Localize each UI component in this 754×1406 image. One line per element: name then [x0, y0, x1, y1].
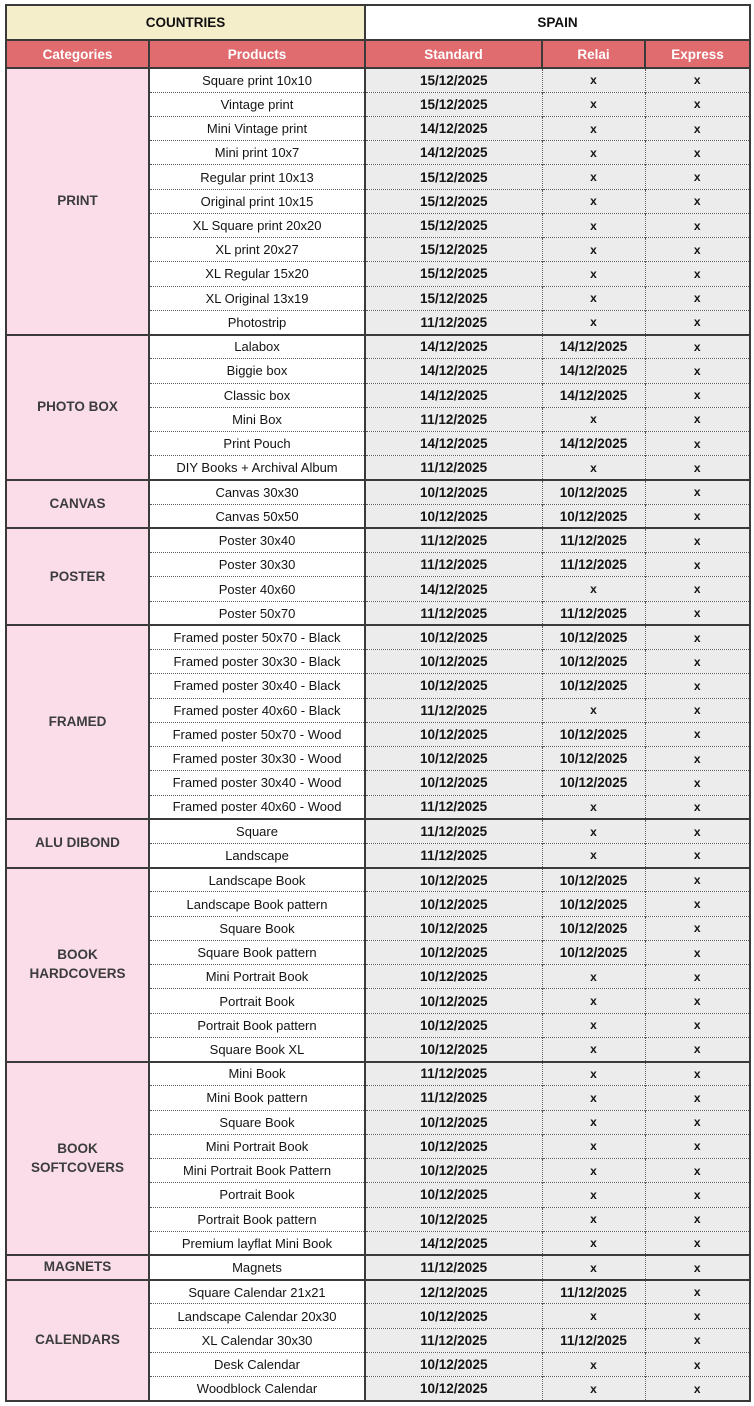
col-header-relai: Relai — [542, 40, 645, 68]
relai-cell: x — [542, 1086, 645, 1110]
relai-cell: x — [542, 1013, 645, 1037]
express-cell: x — [645, 1134, 750, 1158]
relai-cell: 14/12/2025 — [542, 335, 645, 359]
product-cell: Poster 30x30 — [149, 553, 365, 577]
express-cell: x — [645, 1110, 750, 1134]
express-cell: x — [645, 528, 750, 552]
express-cell: x — [645, 359, 750, 383]
product-cell: Mini Box — [149, 407, 365, 431]
product-cell: Landscape Calendar 20x30 — [149, 1304, 365, 1328]
express-cell: x — [645, 577, 750, 601]
product-cell: Framed poster 30x30 - Wood — [149, 747, 365, 771]
relai-cell: x — [542, 189, 645, 213]
product-cell: Mini Portrait Book — [149, 965, 365, 989]
relai-cell: x — [542, 1062, 645, 1086]
relai-cell: x — [542, 965, 645, 989]
table-row — [6, 528, 750, 552]
relai-cell: 10/12/2025 — [542, 892, 645, 916]
express-cell: x — [645, 965, 750, 989]
express-cell: x — [645, 1304, 750, 1328]
relai-cell: 10/12/2025 — [542, 625, 645, 649]
express-cell: x — [645, 310, 750, 334]
product-cell: Landscape Book pattern — [149, 892, 365, 916]
express-cell: x — [645, 819, 750, 843]
standard-cell: 10/12/2025 — [365, 1037, 542, 1061]
product-cell: Poster 40x60 — [149, 577, 365, 601]
standard-cell: 10/12/2025 — [365, 868, 542, 892]
express-cell: x — [645, 116, 750, 140]
standard-cell: 14/12/2025 — [365, 141, 542, 165]
express-cell: x — [645, 262, 750, 286]
standard-cell: 10/12/2025 — [365, 625, 542, 649]
standard-cell: 10/12/2025 — [365, 1183, 542, 1207]
category-cell: ALU DIBOND — [6, 819, 149, 867]
product-cell: Portrait Book pattern — [149, 1207, 365, 1231]
express-cell: x — [645, 1207, 750, 1231]
express-cell: x — [645, 1280, 750, 1304]
standard-cell: 11/12/2025 — [365, 1328, 542, 1352]
relai-cell: x — [542, 795, 645, 819]
col-header-standard: Standard — [365, 40, 542, 68]
category-cell: MAGNETS — [6, 1255, 149, 1279]
relai-cell: x — [542, 1159, 645, 1183]
product-cell: Square Book XL — [149, 1037, 365, 1061]
standard-cell: 11/12/2025 — [365, 1062, 542, 1086]
standard-cell: 15/12/2025 — [365, 213, 542, 237]
category-cell: BOOK HARDCOVERS — [6, 868, 149, 1062]
product-cell: Square Book — [149, 1110, 365, 1134]
product-cell: Landscape Book — [149, 868, 365, 892]
standard-cell: 10/12/2025 — [365, 1377, 542, 1401]
standard-cell: 10/12/2025 — [365, 504, 542, 528]
express-cell: x — [645, 1062, 750, 1086]
table-row — [6, 1255, 750, 1279]
shipping-deadlines-table — [5, 4, 751, 1402]
express-cell: x — [645, 1352, 750, 1376]
standard-cell: 10/12/2025 — [365, 1304, 542, 1328]
relai-cell: x — [542, 68, 645, 92]
express-cell: x — [645, 1377, 750, 1401]
product-cell: Premium layflat Mini Book — [149, 1231, 365, 1255]
table-body — [6, 68, 750, 1401]
column-header-row — [6, 40, 750, 68]
product-cell: Mini Vintage print — [149, 116, 365, 140]
product-cell: Framed poster 30x40 - Wood — [149, 771, 365, 795]
col-header-products: Products — [149, 40, 365, 68]
relai-cell: 10/12/2025 — [542, 480, 645, 504]
relai-cell: x — [542, 141, 645, 165]
standard-cell: 15/12/2025 — [365, 68, 542, 92]
relai-cell: 14/12/2025 — [542, 383, 645, 407]
relai-cell: x — [542, 286, 645, 310]
express-cell: x — [645, 286, 750, 310]
col-header-categories: Categories — [6, 40, 149, 68]
express-cell: x — [645, 771, 750, 795]
standard-cell: 14/12/2025 — [365, 432, 542, 456]
product-cell: Framed poster 50x70 - Black — [149, 625, 365, 649]
standard-cell: 14/12/2025 — [365, 335, 542, 359]
express-cell: x — [645, 189, 750, 213]
express-cell: x — [645, 1183, 750, 1207]
product-cell: Poster 50x70 — [149, 601, 365, 625]
standard-cell: 10/12/2025 — [365, 965, 542, 989]
relai-cell: x — [542, 165, 645, 189]
standard-cell: 11/12/2025 — [365, 1086, 542, 1110]
relai-cell: x — [542, 213, 645, 237]
standard-cell: 10/12/2025 — [365, 771, 542, 795]
product-cell: Classic box — [149, 383, 365, 407]
express-cell: x — [645, 407, 750, 431]
express-cell: x — [645, 892, 750, 916]
standard-cell: 15/12/2025 — [365, 92, 542, 116]
standard-cell: 11/12/2025 — [365, 698, 542, 722]
table-row — [6, 1280, 750, 1304]
relai-cell: 10/12/2025 — [542, 504, 645, 528]
express-cell: x — [645, 674, 750, 698]
relai-cell: x — [542, 844, 645, 868]
product-cell: Framed poster 30x30 - Black — [149, 650, 365, 674]
express-cell: x — [645, 625, 750, 649]
standard-cell: 11/12/2025 — [365, 601, 542, 625]
relai-cell: x — [542, 1207, 645, 1231]
product-cell: Framed poster 50x70 - Wood — [149, 722, 365, 746]
relai-cell: 10/12/2025 — [542, 916, 645, 940]
relai-cell: 14/12/2025 — [542, 359, 645, 383]
product-cell: Framed poster 40x60 - Wood — [149, 795, 365, 819]
express-cell: x — [645, 747, 750, 771]
relai-cell: 10/12/2025 — [542, 747, 645, 771]
product-cell: Square print 10x10 — [149, 68, 365, 92]
standard-cell: 14/12/2025 — [365, 383, 542, 407]
express-cell: x — [645, 335, 750, 359]
express-cell: x — [645, 650, 750, 674]
product-cell: Portrait Book pattern — [149, 1013, 365, 1037]
express-cell: x — [645, 989, 750, 1013]
category-cell: FRAMED — [6, 625, 149, 819]
relai-cell: x — [542, 456, 645, 480]
express-cell: x — [645, 553, 750, 577]
standard-cell: 10/12/2025 — [365, 1159, 542, 1183]
standard-cell: 10/12/2025 — [365, 1352, 542, 1376]
standard-cell: 10/12/2025 — [365, 1207, 542, 1231]
table-row — [6, 68, 750, 92]
relai-cell: x — [542, 1231, 645, 1255]
relai-cell: x — [542, 1352, 645, 1376]
express-cell: x — [645, 601, 750, 625]
product-cell: Mini Book — [149, 1062, 365, 1086]
standard-cell: 10/12/2025 — [365, 674, 542, 698]
relai-cell: 10/12/2025 — [542, 674, 645, 698]
category-cell: PHOTO BOX — [6, 335, 149, 480]
relai-cell: 11/12/2025 — [542, 1328, 645, 1352]
relai-cell: x — [542, 1255, 645, 1279]
product-cell: Mini Portrait Book Pattern — [149, 1159, 365, 1183]
standard-cell: 15/12/2025 — [365, 189, 542, 213]
standard-cell: 10/12/2025 — [365, 722, 542, 746]
relai-cell: 11/12/2025 — [542, 1280, 645, 1304]
express-cell: x — [645, 795, 750, 819]
express-cell: x — [645, 916, 750, 940]
express-cell: x — [645, 1159, 750, 1183]
relai-cell: x — [542, 1183, 645, 1207]
relai-cell: x — [542, 698, 645, 722]
express-cell: x — [645, 698, 750, 722]
banner-row — [6, 5, 750, 40]
standard-cell: 10/12/2025 — [365, 480, 542, 504]
express-cell: x — [645, 1086, 750, 1110]
product-cell: Vintage print — [149, 92, 365, 116]
express-cell: x — [645, 68, 750, 92]
express-cell: x — [645, 432, 750, 456]
product-cell: Lalabox — [149, 335, 365, 359]
relai-cell: 10/12/2025 — [542, 868, 645, 892]
relai-cell: 10/12/2025 — [542, 722, 645, 746]
standard-cell: 15/12/2025 — [365, 286, 542, 310]
product-cell: Poster 30x40 — [149, 528, 365, 552]
product-cell: Mini Book pattern — [149, 1086, 365, 1110]
relai-cell: x — [542, 92, 645, 116]
product-cell: XL Calendar 30x30 — [149, 1328, 365, 1352]
standard-cell: 11/12/2025 — [365, 528, 542, 552]
product-cell: Landscape — [149, 844, 365, 868]
standard-cell: 15/12/2025 — [365, 238, 542, 262]
product-cell: XL Regular 15x20 — [149, 262, 365, 286]
product-cell: Desk Calendar — [149, 1352, 365, 1376]
express-cell: x — [645, 456, 750, 480]
category-cell: CALENDARS — [6, 1280, 149, 1401]
express-cell: x — [645, 165, 750, 189]
express-cell: x — [645, 1255, 750, 1279]
countries-banner: COUNTRIES — [6, 5, 365, 40]
relai-cell: 11/12/2025 — [542, 553, 645, 577]
product-cell: Square — [149, 819, 365, 843]
product-cell: Canvas 50x50 — [149, 504, 365, 528]
product-cell: XL Original 13x19 — [149, 286, 365, 310]
product-cell: Square Calendar 21x21 — [149, 1280, 365, 1304]
product-cell: Photostrip — [149, 310, 365, 334]
relai-cell: 10/12/2025 — [542, 940, 645, 964]
product-cell: Original print 10x15 — [149, 189, 365, 213]
table-row — [6, 819, 750, 843]
standard-cell: 11/12/2025 — [365, 310, 542, 334]
standard-cell: 10/12/2025 — [365, 940, 542, 964]
express-cell: x — [645, 1231, 750, 1255]
product-cell: Regular print 10x13 — [149, 165, 365, 189]
standard-cell: 11/12/2025 — [365, 844, 542, 868]
express-cell: x — [645, 480, 750, 504]
express-cell: x — [645, 141, 750, 165]
standard-cell: 15/12/2025 — [365, 262, 542, 286]
table-row — [6, 480, 750, 504]
express-cell: x — [645, 504, 750, 528]
product-cell: DIY Books + Archival Album — [149, 456, 365, 480]
relai-cell: x — [542, 819, 645, 843]
express-cell: x — [645, 1013, 750, 1037]
country-name-banner: SPAIN — [365, 5, 750, 40]
relai-cell: x — [542, 1037, 645, 1061]
standard-cell: 11/12/2025 — [365, 1255, 542, 1279]
express-cell: x — [645, 213, 750, 237]
relai-cell: x — [542, 262, 645, 286]
product-cell: Square Book pattern — [149, 940, 365, 964]
standard-cell: 14/12/2025 — [365, 359, 542, 383]
relai-cell: x — [542, 1377, 645, 1401]
category-cell: PRINT — [6, 68, 149, 335]
product-cell: Canvas 30x30 — [149, 480, 365, 504]
product-cell: Portrait Book — [149, 989, 365, 1013]
standard-cell: 11/12/2025 — [365, 456, 542, 480]
product-cell: Mini Portrait Book — [149, 1134, 365, 1158]
relai-cell: x — [542, 577, 645, 601]
relai-cell: 10/12/2025 — [542, 650, 645, 674]
standard-cell: 11/12/2025 — [365, 819, 542, 843]
standard-cell: 14/12/2025 — [365, 577, 542, 601]
standard-cell: 10/12/2025 — [365, 650, 542, 674]
relai-cell: 10/12/2025 — [542, 771, 645, 795]
standard-cell: 10/12/2025 — [365, 1134, 542, 1158]
col-header-express: Express — [645, 40, 750, 68]
relai-cell: x — [542, 238, 645, 262]
express-cell: x — [645, 722, 750, 746]
standard-cell: 11/12/2025 — [365, 795, 542, 819]
table-row — [6, 868, 750, 892]
relai-cell: x — [542, 1304, 645, 1328]
express-cell: x — [645, 1328, 750, 1352]
relai-cell: x — [542, 116, 645, 140]
product-cell: Mini print 10x7 — [149, 141, 365, 165]
express-cell: x — [645, 940, 750, 964]
standard-cell: 10/12/2025 — [365, 1013, 542, 1037]
product-cell: Framed poster 40x60 - Black — [149, 698, 365, 722]
express-cell: x — [645, 238, 750, 262]
express-cell: x — [645, 1037, 750, 1061]
relai-cell: x — [542, 989, 645, 1013]
standard-cell: 15/12/2025 — [365, 165, 542, 189]
standard-cell: 10/12/2025 — [365, 747, 542, 771]
category-cell: BOOK SOFTCOVERS — [6, 1062, 149, 1256]
standard-cell: 10/12/2025 — [365, 989, 542, 1013]
express-cell: x — [645, 383, 750, 407]
category-cell: POSTER — [6, 528, 149, 625]
relai-cell: 11/12/2025 — [542, 528, 645, 552]
express-cell: x — [645, 844, 750, 868]
relai-cell: x — [542, 407, 645, 431]
product-cell: Magnets — [149, 1255, 365, 1279]
product-cell: XL Square print 20x20 — [149, 213, 365, 237]
product-cell: Square Book — [149, 916, 365, 940]
category-cell: CANVAS — [6, 480, 149, 528]
relai-cell: x — [542, 1110, 645, 1134]
standard-cell: 14/12/2025 — [365, 1231, 542, 1255]
relai-cell: x — [542, 1134, 645, 1158]
relai-cell: 11/12/2025 — [542, 601, 645, 625]
product-cell: Woodblock Calendar — [149, 1377, 365, 1401]
table-row — [6, 1062, 750, 1086]
standard-cell: 10/12/2025 — [365, 1110, 542, 1134]
express-cell: x — [645, 92, 750, 116]
express-cell: x — [645, 868, 750, 892]
standard-cell: 11/12/2025 — [365, 407, 542, 431]
standard-cell: 12/12/2025 — [365, 1280, 542, 1304]
standard-cell: 10/12/2025 — [365, 916, 542, 940]
standard-cell: 11/12/2025 — [365, 553, 542, 577]
standard-cell: 14/12/2025 — [365, 116, 542, 140]
table-row — [6, 625, 750, 649]
product-cell: XL print 20x27 — [149, 238, 365, 262]
table-row — [6, 335, 750, 359]
relai-cell: x — [542, 310, 645, 334]
product-cell: Print Pouch — [149, 432, 365, 456]
relai-cell: 14/12/2025 — [542, 432, 645, 456]
product-cell: Biggie box — [149, 359, 365, 383]
product-cell: Portrait Book — [149, 1183, 365, 1207]
product-cell: Framed poster 30x40 - Black — [149, 674, 365, 698]
standard-cell: 10/12/2025 — [365, 892, 542, 916]
